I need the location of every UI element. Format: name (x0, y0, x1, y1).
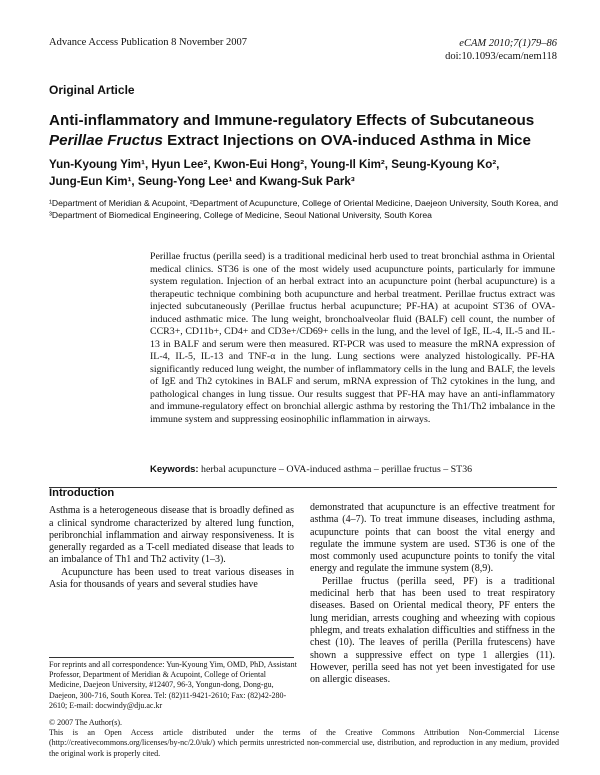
title-part1: Anti-inflammatory and Immune-regulatory Effects of Subcutaneous (49, 112, 535, 129)
journal-citation (445, 37, 557, 63)
doi: doi:10.1093/ecam/nem118 (445, 51, 557, 62)
journal-ref: eCAM 2010;7(1)79–86 (459, 38, 557, 49)
left-column (49, 487, 294, 591)
authors-line1: Yun-Kyoung Yim¹, Hyun Lee², Kwon-Eui Hong², Young-Il Kim², Seung-Kyoung Ko², (49, 158, 500, 171)
title-part2: Extract Injections on OVA-induced Asthma in Mice (162, 132, 531, 149)
intro-paragraph-2: Acupuncture has been used to treat various diseases in Asia for thousands of years and several studies have (49, 566, 294, 591)
abstract: Perillae fructus (perilla seed) is a traditional medicinal herb used to treat bronchial asthma in Oriental medical clinics. ST36 is one of the most widely used acupuncture points, particularly for immune system regulation. Injection of an herbal extract into an acupuncture point (herbal acupuncture) is a therapeutic technique combining both acupuncture and herbal treatment. Perillae fructus extract was injected subcutaneously (Perillae fructus herbal acupuncture; PF-HA) at acupoint ST36 of OVA-induced asthmatic mice. The lung weight, bronchoalveolar fluid (BALF) cell count, the number of CCR3+, CD11b+, CD4+ and CD3e+/CD69+ cells in the lung, and the level of IgE, IL-4, IL-5 and IL-13 in BALF and serum were then measured. RT-PCR was used to measure the mRNA expression of IL-4, IL-5, IL-13 and TNF-α in the lung. Lung sections were analyzed histologically. PF-HA significantly reduced lung weight, the number of inflammatory cells in the lung and BALF, the levels of IgE and Th2 cytokines in BALF and serum, mRNA expression of Th2 cytokines in the lung, and pathological changes in lung tissue. Our results suggest that PF-HA may have an anti-inflammatory and immune-regulatory effect on bronchial allergic asthma by restoring the Th1/Th2 imbalance in the immune system and suppressing eosinophilic inflammation in airways. (150, 251, 555, 425)
author-list (49, 156, 569, 190)
keywords-text: herbal acupuncture – OVA-induced asthma – perillae fructus – ST36 (201, 464, 473, 475)
paper-title (49, 111, 559, 151)
section-heading: Introduction (49, 487, 115, 499)
license-text: This is an Open Access article distributed under the terms of the Creative Commons Attribution Non-Commercial License (http://creativecommons.org/licenses/by-nc/2.0/uk/) which permits unrestricted non-commercial use, distribution, and reproduction in any medium, provided the original work is properly cited. (49, 728, 559, 758)
copyright-line: © 2007 The Author(s). (49, 718, 123, 727)
right-column (310, 502, 555, 686)
intro-paragraph-1: Asthma is a heterogeneous disease that is broadly defined as a clinical syndrome characterized by altered lung function, peribronchial inflammation and airway responsiveness. It is generally regarded as a T-cell mediated disease that leads to an imbalance of Th1 and Th2 activity (1–3). (49, 505, 294, 566)
article-type: Original Article (49, 83, 135, 97)
keywords (150, 464, 555, 475)
intro-paragraph-4: Perillae fructus (perilla seed, PF) is a traditional medicinal herb that has been used to treat respiratory diseases. Based on Oriental medical theory, PF enters the lung meridian, arrests coughing and wheezing with copious phlegm, and treats exhalation difficulties and stiffness in the chest (10). The leaves of perilla (Perilla frutescens) have shown a suppressive effect on type 1 allergies (11). However, perilla seed has not yet been investigated for use on allergic diseases. (310, 575, 555, 686)
intro-paragraph-3: demonstrated that acupuncture is an effective treatment for asthma (4–7). To treat immune diseases, including asthma, acupuncture points that can boost the vital energy and regulate the immune system are used. ST36 is one of the most commonly used acupuncture points to tonify the vital energy and regulate the immune system (8,9). (310, 502, 555, 575)
correspondence-note: For reprints and all correspondence: Yun-Kyoung Yim, OMD, PhD, Assistant Professor, Department of Meridian & Acupoint, College of Oriental Medicine, Daejeon University, #12407, 96-3, Yongun-dong, Dong-gu, Daejeon, 300-716, South Korea. Tel: (82)11-9421-2610; Fax: (82)42-280-2610; E-mail: docwindy@dju.ac.kr (49, 660, 297, 710)
authors-line2: Jung-Eun Kim¹, Seung-Yong Lee¹ and Kwang-Suk Park³ (49, 175, 355, 188)
publication-date: Advance Access Publication 8 November 2007 (49, 37, 247, 48)
title-italic: Perillae Fructus (49, 132, 163, 149)
copyright-notice (49, 718, 559, 759)
footnote-divider (49, 657, 294, 658)
affiliations: ¹Department of Meridian & Acupoint, ²Department of Acupuncture, College of Oriental Medicine, Daejeon University, South Korea, and ³Department of Biomedical Engineering, College of Medicine, Seoul National University, South Korea (49, 198, 559, 220)
keywords-label: Keywords: (150, 464, 199, 475)
